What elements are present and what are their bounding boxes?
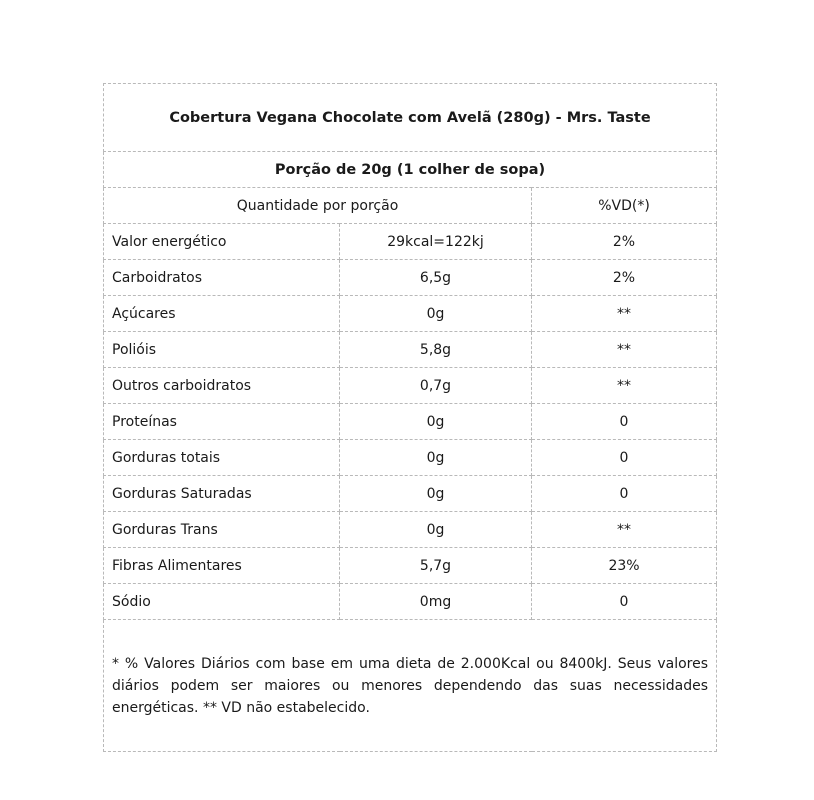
nutrient-name: Polióis xyxy=(104,332,340,368)
title-row xyxy=(104,84,717,152)
table-row xyxy=(104,368,717,404)
nutrient-dv: 0 xyxy=(532,584,717,620)
nutrition-facts-table xyxy=(103,83,717,752)
nutrient-name: Proteínas xyxy=(104,404,340,440)
footnote-row xyxy=(104,620,717,752)
nutrient-dv: ** xyxy=(532,512,717,548)
nutrient-amount: 0,7g xyxy=(340,368,532,404)
table-row xyxy=(104,584,717,620)
nutrient-name: Fibras Alimentares xyxy=(104,548,340,584)
table-row xyxy=(104,332,717,368)
nutrient-dv: 23% xyxy=(532,548,717,584)
table-row xyxy=(104,260,717,296)
nutrient-amount: 5,8g xyxy=(340,332,532,368)
footnote: * % Valores Diários com base em uma dieta de 2.000Kcal ou 8400kJ. Seus valores diários podem ser maiores ou menores dependendo das suas necessidades energéticas. ** VD não estabelecido. xyxy=(104,620,717,752)
nutrient-amount: 0g xyxy=(340,404,532,440)
nutrient-name: Outros carboidratos xyxy=(104,368,340,404)
table-row xyxy=(104,296,717,332)
nutrient-amount: 29kcal=122kj xyxy=(340,224,532,260)
table-row xyxy=(104,548,717,584)
nutrient-dv: 0 xyxy=(532,404,717,440)
product-title: Cobertura Vegana Chocolate com Avelã (280g) - Mrs. Taste xyxy=(104,84,717,152)
nutrient-amount: 0g xyxy=(340,296,532,332)
nutrient-dv: ** xyxy=(532,332,717,368)
dv-header: %VD(*) xyxy=(532,188,717,224)
table-row xyxy=(104,224,717,260)
quantity-header: Quantidade por porção xyxy=(104,188,532,224)
nutrient-dv: ** xyxy=(532,368,717,404)
nutrient-name: Sódio xyxy=(104,584,340,620)
nutrient-amount: 0g xyxy=(340,476,532,512)
nutrient-amount: 0g xyxy=(340,440,532,476)
nutrient-dv: ** xyxy=(532,296,717,332)
nutrient-name: Gorduras totais xyxy=(104,440,340,476)
nutrient-name: Gorduras Trans xyxy=(104,512,340,548)
nutrient-name: Açúcares xyxy=(104,296,340,332)
nutrient-dv: 0 xyxy=(532,476,717,512)
table-row xyxy=(104,512,717,548)
nutrient-name: Gorduras Saturadas xyxy=(104,476,340,512)
table-row xyxy=(104,476,717,512)
nutrient-name: Carboidratos xyxy=(104,260,340,296)
nutrient-dv: 0 xyxy=(532,440,717,476)
portion-row xyxy=(104,152,717,188)
header-row xyxy=(104,188,717,224)
nutrient-amount: 0mg xyxy=(340,584,532,620)
portion-size: Porção de 20g (1 colher de sopa) xyxy=(104,152,717,188)
nutrient-amount: 6,5g xyxy=(340,260,532,296)
nutrient-amount: 5,7g xyxy=(340,548,532,584)
table-row xyxy=(104,404,717,440)
nutrient-amount: 0g xyxy=(340,512,532,548)
nutrient-name: Valor energético xyxy=(104,224,340,260)
nutrient-dv: 2% xyxy=(532,260,717,296)
nutrient-dv: 2% xyxy=(532,224,717,260)
table-row xyxy=(104,440,717,476)
